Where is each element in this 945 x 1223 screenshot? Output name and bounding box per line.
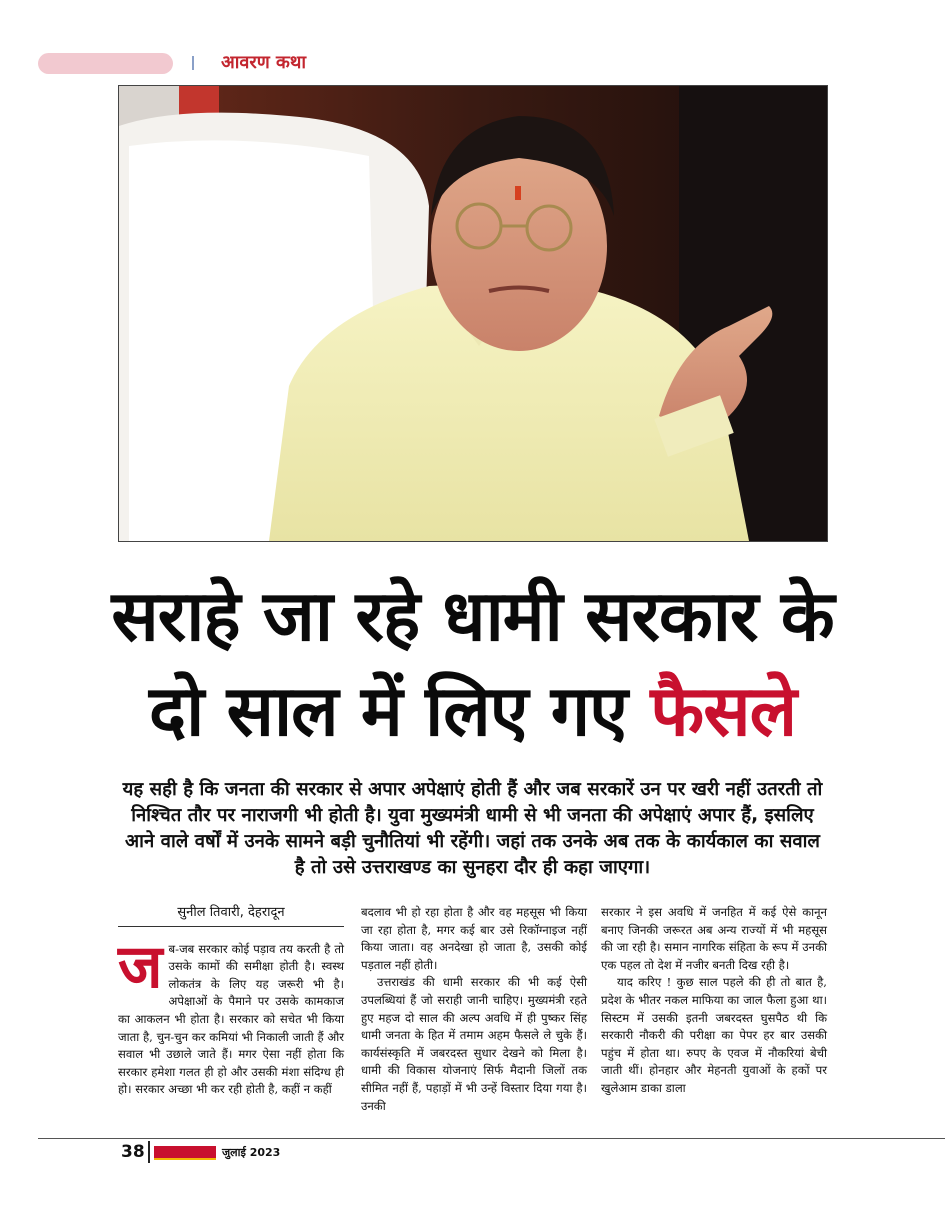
headline-line-1: सराहे जा रहे धामी सरकार के (111, 575, 834, 657)
section-separator (192, 56, 194, 70)
article-deck: यह सही है कि जनता की सरकार से अपार अपेक्षाएं होती हैं और जब सरकारें उन पर खरी नहीं उतरती तो निश्चित तौर पर नाराजगी भी होती है। युवा मुख्यमंत्री धामी से भी जनता की अपेक्षाएं अपार हैं, इसलिए आने वाले वर्षों में उनके सामने बड़ी चुनौतियां भी रहेंगी। जहां तक उनके अब तक के कार्यकाल का सवाल है तो उसे उत्तराखण्ड का सुनहरा दौर ही कहा जाएगा। (122, 779, 823, 878)
article-column-1 (118, 904, 344, 1099)
footer-rule (38, 1138, 945, 1139)
section-tab-pill (38, 53, 173, 74)
headline-line-2-black: दो साल में लिए गए (148, 670, 651, 752)
headline-line-2 (60, 660, 885, 756)
section-label: आवरण कथा (221, 52, 307, 73)
headline-line-2-red: फैसले (650, 670, 797, 752)
article-column-3 (601, 904, 827, 1098)
magazine-logo (154, 1146, 216, 1160)
column-2-paragraph-1: बदलाव भी हो रहा होता है और वह महसूस भी किया जा रहा होता है, मगर कई बार उसे रिकॉग्नाइज नहीं किया जाता। वह अनदेखा हो जाता है, उसकी कोई पड़ताल नहीं होती। (361, 905, 587, 972)
article-column-2 (361, 904, 587, 1115)
drop-cap: ज (118, 931, 163, 1002)
cover-photo-illustration (119, 86, 827, 541)
cover-photo (118, 85, 828, 542)
column-3-paragraph-1: सरकार ने इस अवधि में जनहित में कई ऐसे कानून बनाए जिनकी जरूरत अब अन्य राज्यों में भी महसूस की जा रही है। समान नागरिक संहिता के रूप में उनकी एक पहल तो देश में नजीर बनती दिख रही है। (601, 905, 827, 972)
column-1-paragraph: ब-जब सरकार कोई पड़ाव तय करती है तो उसके कामों की समीक्षा होती है। स्वस्थ लोकतंत्र के लिए यह जरूरी भी है। अपेक्षाओं के पैमाने पर उसके कामकाज का आकलन भी होता है। सरकार को सचेत भी किया जाता है, चुन-चुन कर कमियां भी निकाली जाती हैं और सवाल भी उछाले जाते हैं। मगर ऐसा नहीं होता कि सरकार हमेशा गलत ही हो और उसकी मंशा संदिग्ध ही हो। सरकार अच्छा भी कर रही होती है, कहीं न कहीं (118, 941, 344, 1097)
column-3-paragraph-2: याद करिए ! कुछ साल पहले की ही तो बात है, प्रदेश के भीतर नकल माफिया का जाल फैला हुआ था। सिस्टम में उसकी इतनी जबरदस्त घुसपैठ थी कि सरकारी नौकरी की परीक्षा का पेपर हर बार उसकी पहुंच में होता था। रुपए के एवज में नौकरियां बेची जाती थीं। होनहार और मेहनती युवाओं के हकों पर खुलेआम डाका डाला (601, 975, 827, 1095)
page-number: 38 (121, 1142, 145, 1162)
issue-date: जुलाई 2023 (222, 1146, 281, 1159)
column-2-paragraph-2: उत्तराखंड की धामी सरकार की भी कई ऐसी उपलब्धियां हैं जो सराही जानी चाहिए। मुख्यमंत्री रहते हुए महज दो साल की अल्प अवधि में ही पुष्कर सिंह धामी जनता के हित में तमाम अहम फैसले ले चुके हैं। कार्यसंस्कृति में जबरदस्त सुधार देखने को मिला है। धामी की विकास योजनाएं सिर्फ मैदानी जिलों तक सीमित नहीं हैं, पहाड़ों में भी उन्हें विस्तार दिया गया है। उनकी (361, 975, 587, 1113)
footer-separator (148, 1141, 150, 1163)
byline: सुनील तिवारी, देहरादून (118, 904, 344, 927)
